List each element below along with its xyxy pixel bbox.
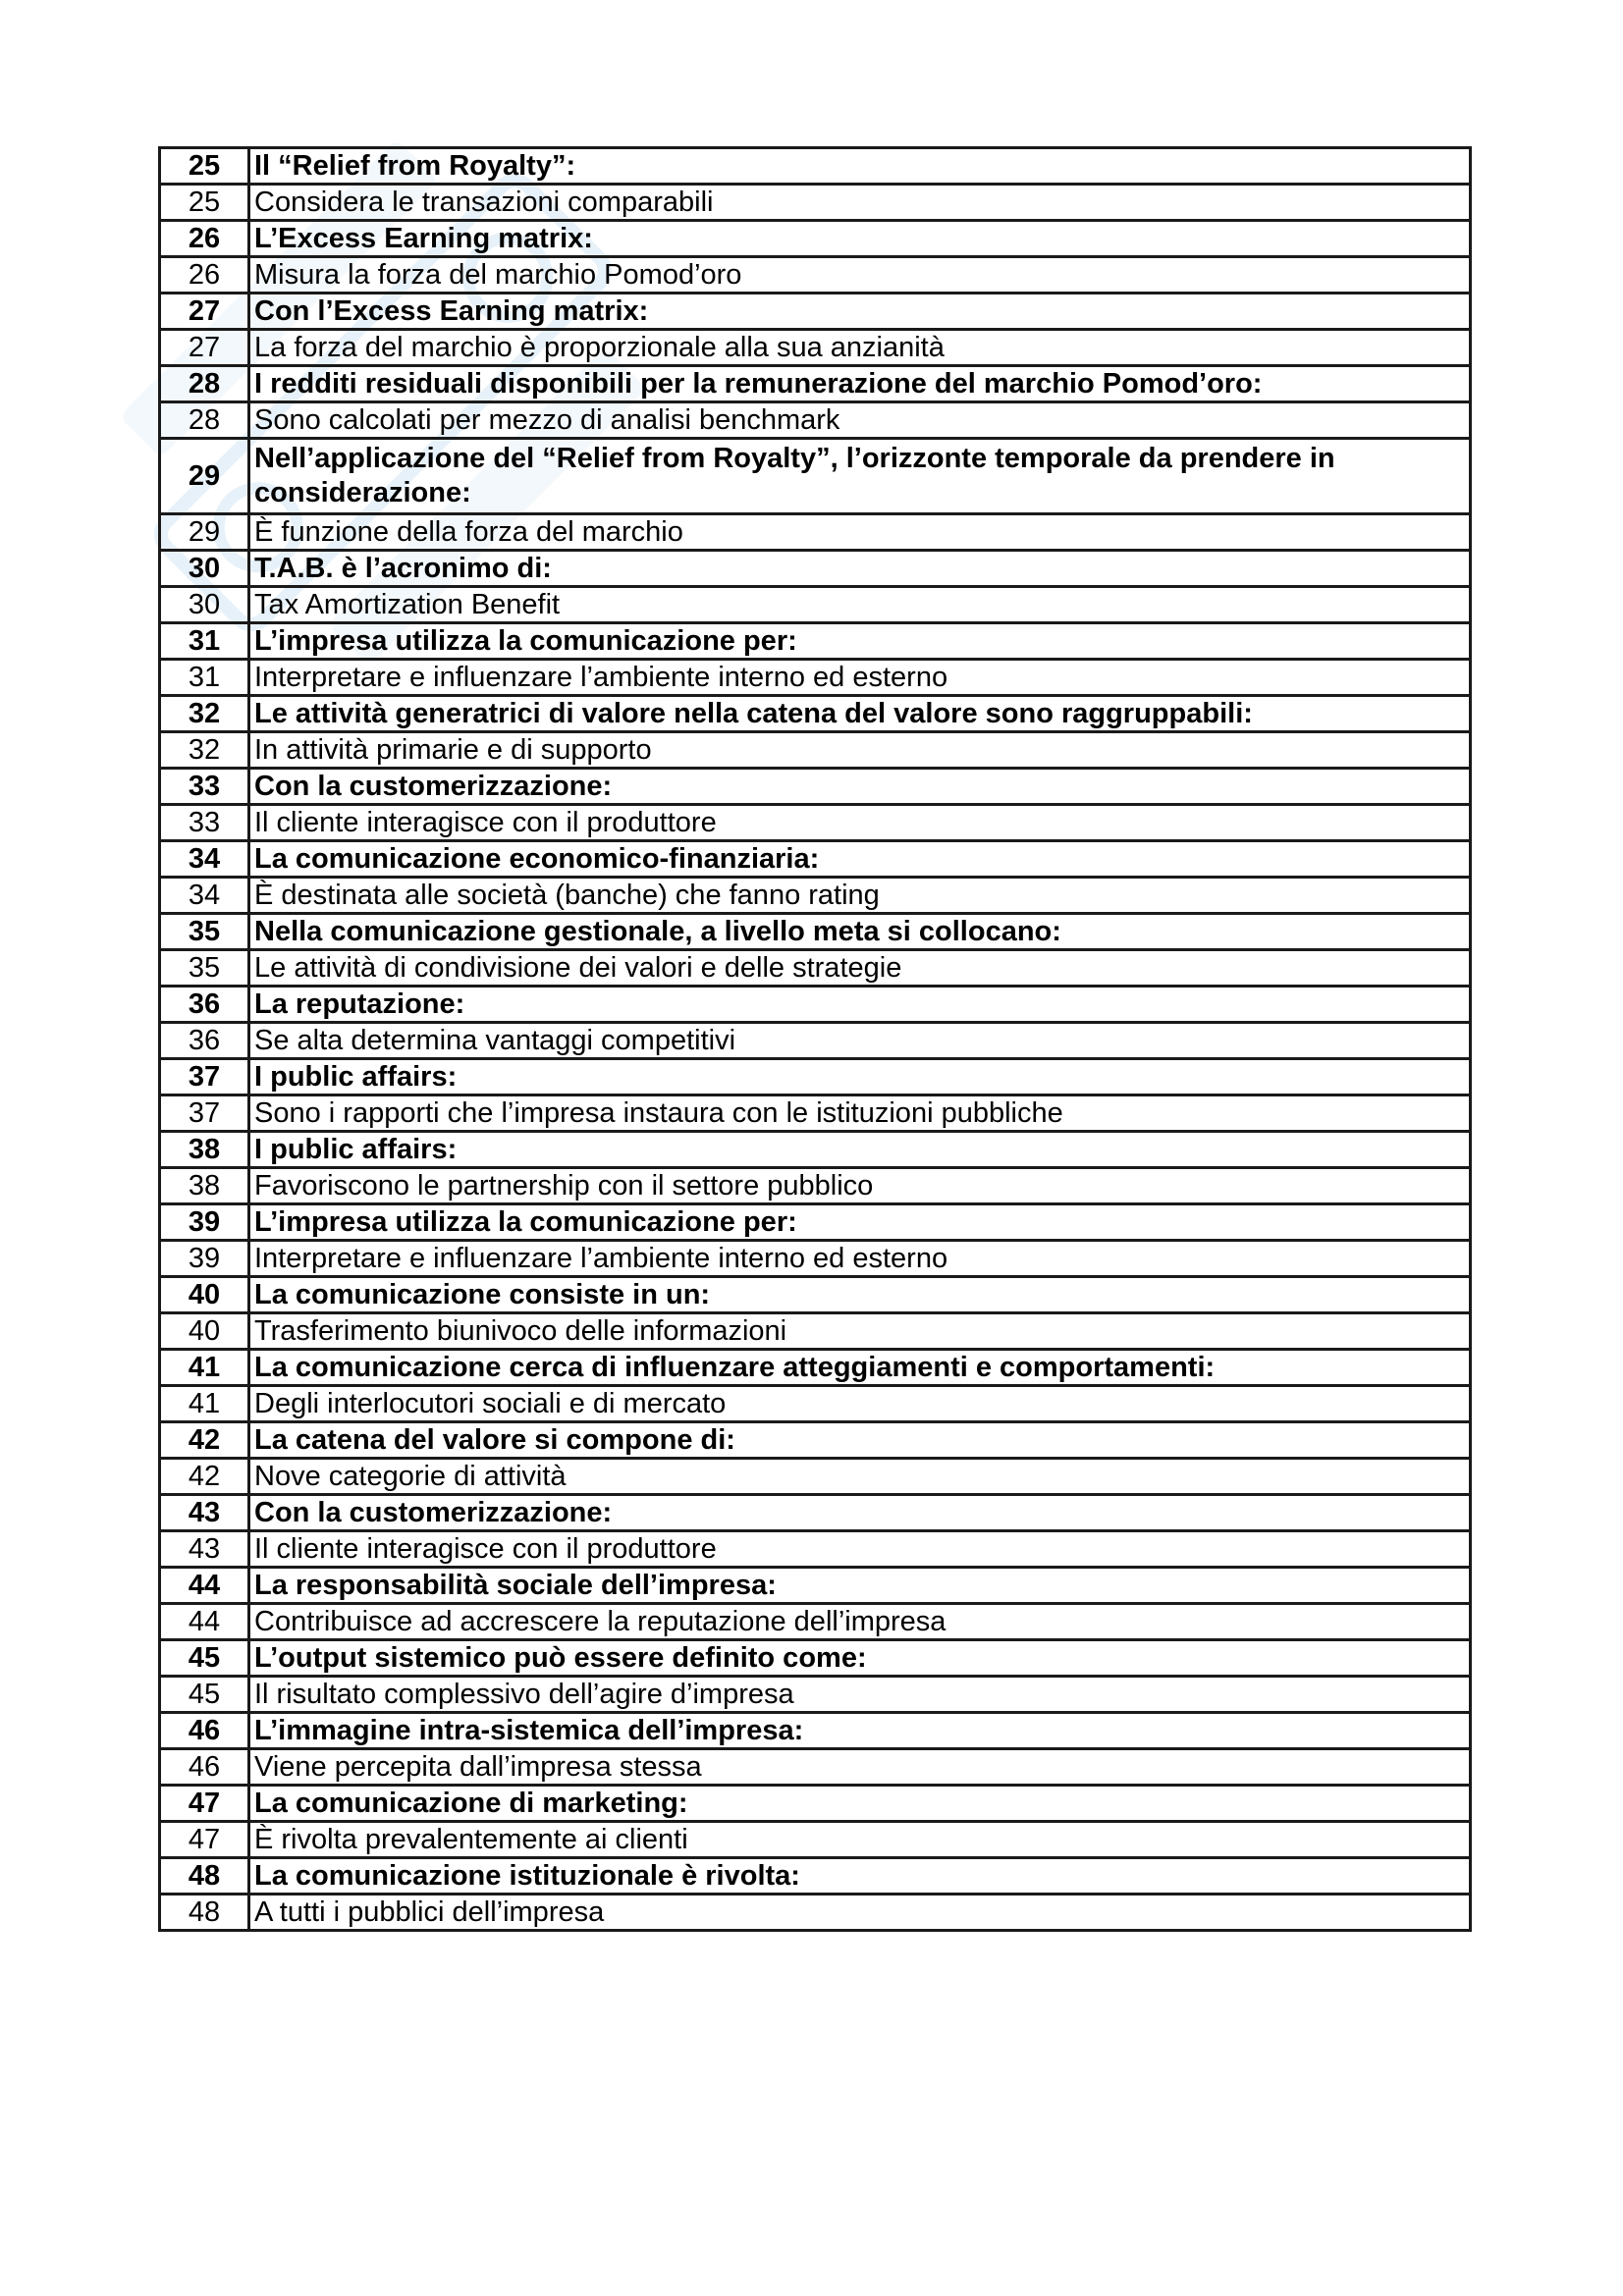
question-row xyxy=(160,439,1471,514)
question-row xyxy=(160,914,1471,950)
answer-row xyxy=(160,1895,1471,1931)
answer-row xyxy=(160,1023,1471,1059)
answer-number: 31 xyxy=(160,660,249,696)
answer-text: Misura la forza del marchio Pomod’oro xyxy=(249,257,1471,294)
question-row xyxy=(160,841,1471,878)
question-number: 31 xyxy=(160,623,249,660)
question-row xyxy=(160,1858,1471,1895)
question-row xyxy=(160,1059,1471,1095)
answer-text: Considera le transazioni comparabili xyxy=(249,185,1471,221)
question-text: Con la customerizzazione: xyxy=(249,769,1471,805)
answer-text: È rivolta prevalentemente ai clienti xyxy=(249,1822,1471,1858)
question-number: 34 xyxy=(160,841,249,878)
question-number: 28 xyxy=(160,366,249,402)
question-number: 36 xyxy=(160,987,249,1023)
answer-number: 26 xyxy=(160,257,249,294)
answer-text: È destinata alle società (banche) che fanno rating xyxy=(249,878,1471,914)
question-number: 27 xyxy=(160,294,249,330)
question-number: 32 xyxy=(160,696,249,732)
answer-number: 42 xyxy=(160,1459,249,1495)
answer-text: Contribuisce ad accrescere la reputazione dell’impresa xyxy=(249,1604,1471,1640)
answer-number: 48 xyxy=(160,1895,249,1931)
question-text: La comunicazione consiste in un: xyxy=(249,1277,1471,1313)
answer-number: 34 xyxy=(160,878,249,914)
answer-text: Viene percepita dall’impresa stessa xyxy=(249,1749,1471,1786)
question-number: 39 xyxy=(160,1204,249,1241)
answer-number: 28 xyxy=(160,402,249,439)
question-number: 29 xyxy=(160,439,249,514)
question-row xyxy=(160,1568,1471,1604)
answer-text: Il cliente interagisce con il produttore xyxy=(249,805,1471,841)
question-text: L’immagine intra-sistemica dell’impresa: xyxy=(249,1713,1471,1749)
question-number: 44 xyxy=(160,1568,249,1604)
answer-row xyxy=(160,1677,1471,1713)
question-text: Nella comunicazione gestionale, a livello meta si collocano: xyxy=(249,914,1471,950)
question-number: 46 xyxy=(160,1713,249,1749)
answer-row xyxy=(160,587,1471,623)
answer-row xyxy=(160,1822,1471,1858)
question-number: 30 xyxy=(160,551,249,587)
answer-number: 46 xyxy=(160,1749,249,1786)
answer-text: Sono i rapporti che l’impresa instaura con le istituzioni pubbliche xyxy=(249,1095,1471,1132)
qa-table-body xyxy=(160,148,1471,1931)
answer-text: Nove categorie di attività xyxy=(249,1459,1471,1495)
answer-number: 30 xyxy=(160,587,249,623)
question-number: 47 xyxy=(160,1786,249,1822)
question-text: Con la customerizzazione: xyxy=(249,1495,1471,1531)
answer-number: 44 xyxy=(160,1604,249,1640)
question-text: L’impresa utilizza la comunicazione per: xyxy=(249,1204,1471,1241)
answer-number: 37 xyxy=(160,1095,249,1132)
question-row xyxy=(160,1277,1471,1313)
answer-row xyxy=(160,1749,1471,1786)
answer-row xyxy=(160,1095,1471,1132)
answer-number: 33 xyxy=(160,805,249,841)
question-number: 33 xyxy=(160,769,249,805)
question-number: 43 xyxy=(160,1495,249,1531)
question-text: Il “Relief from Royalty”: xyxy=(249,148,1471,185)
question-text: I public affairs: xyxy=(249,1132,1471,1168)
answer-row xyxy=(160,732,1471,769)
answer-row xyxy=(160,805,1471,841)
question-text: Le attività generatrici di valore nella catena del valore sono raggruppabili: xyxy=(249,696,1471,732)
question-row xyxy=(160,294,1471,330)
answer-text: A tutti i pubblici dell’impresa xyxy=(249,1895,1471,1931)
question-text: T.A.B. è l’acronimo di: xyxy=(249,551,1471,587)
answer-row xyxy=(160,1531,1471,1568)
answer-text: Trasferimento biunivoco delle informazioni xyxy=(249,1313,1471,1350)
answer-row xyxy=(160,950,1471,987)
question-row xyxy=(160,1640,1471,1677)
answer-text: Il risultato complessivo dell’agire d’impresa xyxy=(249,1677,1471,1713)
question-row xyxy=(160,1350,1471,1386)
answer-number: 41 xyxy=(160,1386,249,1422)
answer-number: 35 xyxy=(160,950,249,987)
answer-text: Interpretare e influenzare l’ambiente interno ed esterno xyxy=(249,1241,1471,1277)
question-row xyxy=(160,623,1471,660)
answer-text: È funzione della forza del marchio xyxy=(249,514,1471,551)
answer-number: 32 xyxy=(160,732,249,769)
question-text: La comunicazione economico-finanziaria: xyxy=(249,841,1471,878)
question-text: L’Excess Earning matrix: xyxy=(249,221,1471,257)
answer-text: Le attività di condivisione dei valori e delle strategie xyxy=(249,950,1471,987)
question-text: I redditi residuali disponibili per la remunerazione del marchio Pomod’oro: xyxy=(249,366,1471,402)
question-text: Con l’Excess Earning matrix: xyxy=(249,294,1471,330)
answer-row xyxy=(160,660,1471,696)
question-row xyxy=(160,987,1471,1023)
answer-row xyxy=(160,1241,1471,1277)
question-number: 38 xyxy=(160,1132,249,1168)
answer-number: 27 xyxy=(160,330,249,366)
question-text: La comunicazione cerca di influenzare atteggiamenti e comportamenti: xyxy=(249,1350,1471,1386)
question-row xyxy=(160,769,1471,805)
question-row xyxy=(160,1713,1471,1749)
answer-text: Favoriscono le partnership con il settore pubblico xyxy=(249,1168,1471,1204)
question-row xyxy=(160,366,1471,402)
question-row xyxy=(160,148,1471,185)
question-text: Nell’applicazione del “Relief from Royalty”, l’orizzonte temporale da prendere in considerazione: xyxy=(249,439,1471,514)
answer-text: Tax Amortization Benefit xyxy=(249,587,1471,623)
answer-text: Degli interlocutori sociali e di mercato xyxy=(249,1386,1471,1422)
question-row xyxy=(160,1495,1471,1531)
question-number: 45 xyxy=(160,1640,249,1677)
answer-number: 38 xyxy=(160,1168,249,1204)
answer-row xyxy=(160,185,1471,221)
answer-row xyxy=(160,1386,1471,1422)
question-number: 42 xyxy=(160,1422,249,1459)
question-text: La catena del valore si compone di: xyxy=(249,1422,1471,1459)
answer-text: Il cliente interagisce con il produttore xyxy=(249,1531,1471,1568)
answer-number: 45 xyxy=(160,1677,249,1713)
answer-number: 43 xyxy=(160,1531,249,1568)
answer-number: 25 xyxy=(160,185,249,221)
answer-row xyxy=(160,402,1471,439)
answer-row xyxy=(160,1168,1471,1204)
question-row xyxy=(160,1786,1471,1822)
answer-text: La forza del marchio è proporzionale alla sua anzianità xyxy=(249,330,1471,366)
question-text: La comunicazione di marketing: xyxy=(249,1786,1471,1822)
answer-row xyxy=(160,330,1471,366)
question-row xyxy=(160,1422,1471,1459)
question-number: 35 xyxy=(160,914,249,950)
answer-row xyxy=(160,1459,1471,1495)
answer-row xyxy=(160,514,1471,551)
answer-text: Sono calcolati per mezzo di analisi benchmark xyxy=(249,402,1471,439)
question-number: 48 xyxy=(160,1858,249,1895)
answer-row xyxy=(160,1604,1471,1640)
question-text: La comunicazione istituzionale è rivolta: xyxy=(249,1858,1471,1895)
question-number: 26 xyxy=(160,221,249,257)
question-row xyxy=(160,1204,1471,1241)
answer-row xyxy=(160,257,1471,294)
question-row xyxy=(160,551,1471,587)
answer-number: 36 xyxy=(160,1023,249,1059)
question-number: 25 xyxy=(160,148,249,185)
answer-number: 47 xyxy=(160,1822,249,1858)
answer-number: 39 xyxy=(160,1241,249,1277)
answer-row xyxy=(160,1313,1471,1350)
question-row xyxy=(160,221,1471,257)
question-number: 40 xyxy=(160,1277,249,1313)
question-text: L’output sistemico può essere definito come: xyxy=(249,1640,1471,1677)
question-text: I public affairs: xyxy=(249,1059,1471,1095)
question-text: La responsabilità sociale dell’impresa: xyxy=(249,1568,1471,1604)
answer-text: In attività primarie e di supporto xyxy=(249,732,1471,769)
question-text: L’impresa utilizza la comunicazione per: xyxy=(249,623,1471,660)
answer-number: 40 xyxy=(160,1313,249,1350)
question-number: 41 xyxy=(160,1350,249,1386)
answer-text: Se alta determina vantaggi competitivi xyxy=(249,1023,1471,1059)
answer-row xyxy=(160,878,1471,914)
question-row xyxy=(160,1132,1471,1168)
question-row xyxy=(160,696,1471,732)
question-number: 37 xyxy=(160,1059,249,1095)
question-text: La reputazione: xyxy=(249,987,1471,1023)
qa-table xyxy=(158,146,1472,1932)
answer-number: 29 xyxy=(160,514,249,551)
answer-text: Interpretare e influenzare l’ambiente interno ed esterno xyxy=(249,660,1471,696)
